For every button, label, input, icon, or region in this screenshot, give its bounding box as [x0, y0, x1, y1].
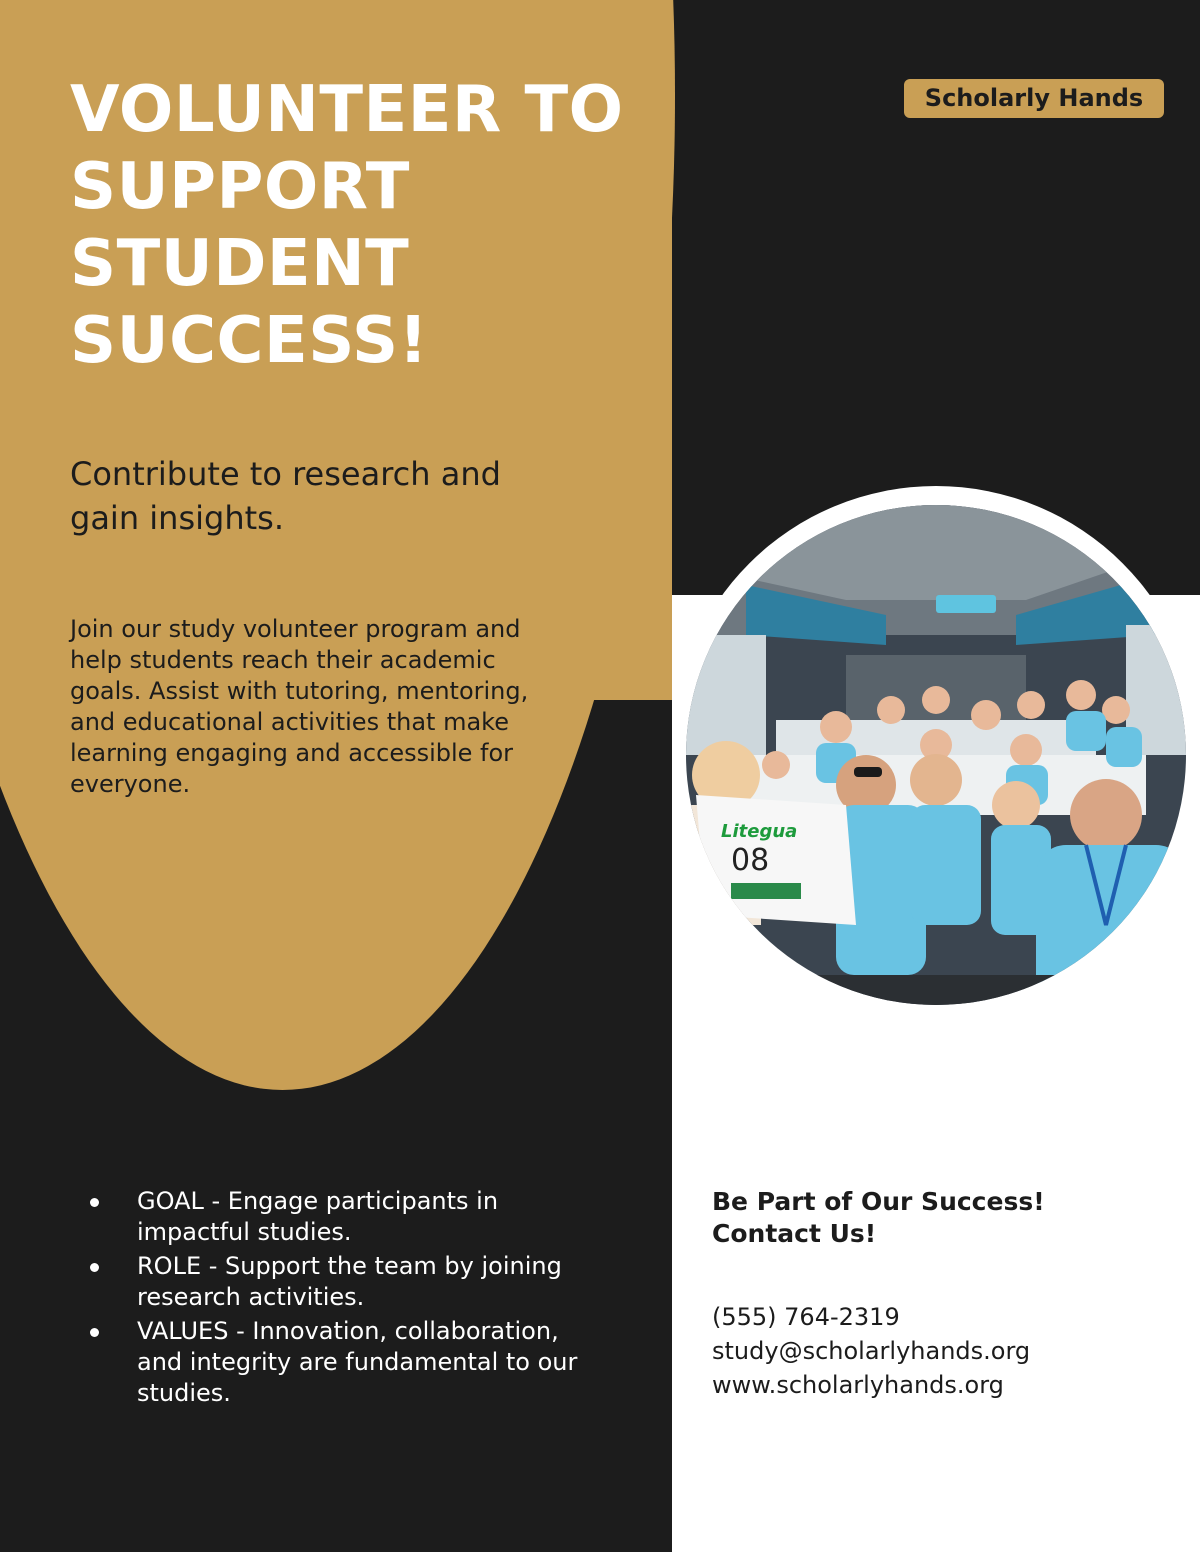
email-link[interactable]: study@scholarlyhands.org [712, 1337, 1031, 1365]
volunteer-group-photo [686, 505, 1186, 1005]
list-item [86, 1251, 586, 1313]
headline-line: SUPPORT [70, 150, 410, 224]
contact-heading-line: Be Part of Our Success! [712, 1187, 1045, 1216]
highlight-text: GOAL - Engage participants in impactful studies. [137, 1187, 499, 1246]
tagline: Contribute to research and gain insights. [70, 455, 501, 537]
bullet-icon [90, 1263, 99, 1272]
contact-heading [712, 1186, 1152, 1250]
contact-heading-line: Contact Us! [712, 1219, 877, 1248]
bullet-icon [90, 1328, 99, 1337]
list-item [86, 1316, 586, 1409]
list-item [86, 1186, 586, 1248]
headline-line: STUDENT [70, 227, 410, 301]
headline-line: SUCCESS! [70, 304, 429, 378]
highlight-text: VALUES - Innovation, collaboration, and integrity are fundamental to our studies. [137, 1317, 578, 1407]
bullet-icon [90, 1198, 99, 1207]
contact-details [712, 1300, 1152, 1402]
seat-brand-text: Litegua [721, 821, 798, 842]
website-link[interactable]: www.scholarlyhands.org [712, 1371, 1004, 1399]
highlights-list [86, 1186, 586, 1412]
seat-number-text: 08 [731, 843, 770, 878]
headline [70, 72, 630, 380]
highlight-text: ROLE - Support the team by joining research activities. [137, 1252, 562, 1311]
program-description: Join our study volunteer program and help students reach their academic goals. Assist with tutoring, mentoring, and educational activities that make learning engaging and accessible for everyone. [70, 615, 529, 798]
phone-number[interactable]: (555) 764-2319 [712, 1303, 900, 1331]
headline-line: VOLUNTEER TO [70, 73, 624, 147]
brand-badge: Scholarly Hands [904, 79, 1164, 118]
